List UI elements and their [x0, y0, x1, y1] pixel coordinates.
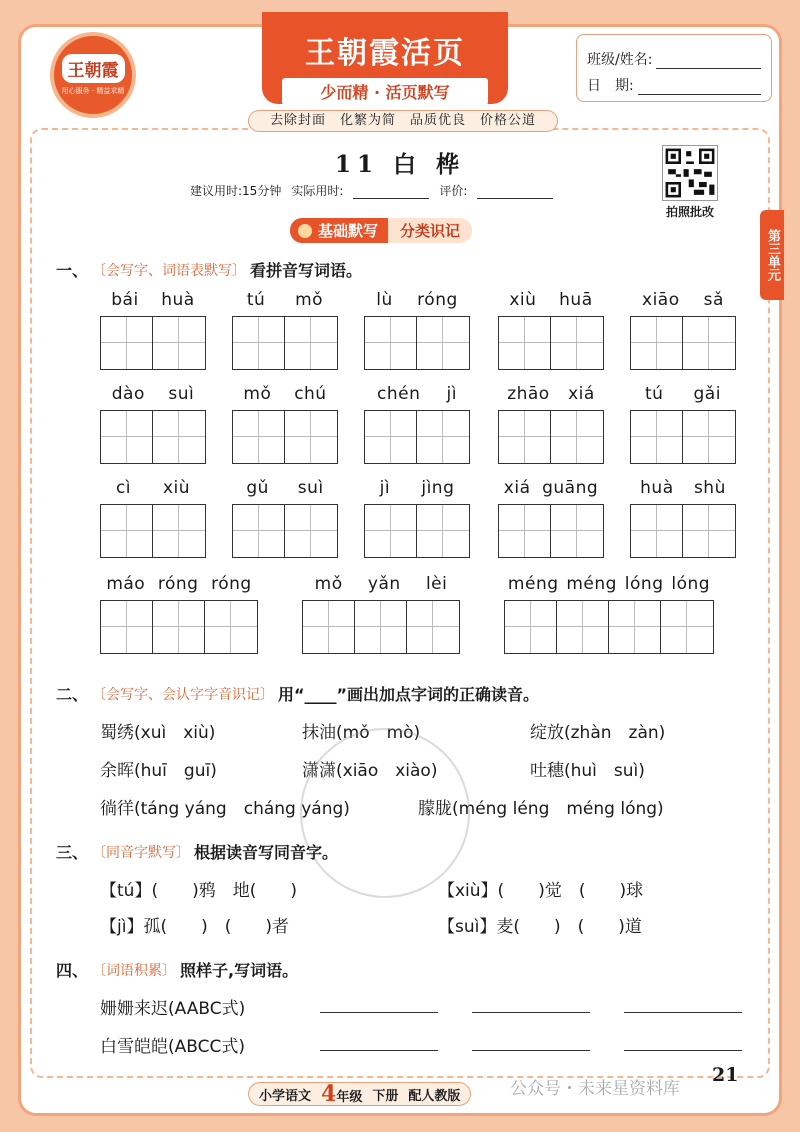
answer-line[interactable] — [624, 1012, 742, 1013]
pinyin-word — [100, 384, 206, 464]
pinyin-word — [630, 384, 736, 464]
pinyin-syllable: mǒ — [243, 384, 272, 404]
brand-slogan: 少而精 · 活页默写 — [282, 78, 488, 105]
character-boxes — [302, 600, 460, 654]
pinyin-syllable: xiá — [503, 478, 531, 498]
header-banner — [262, 12, 508, 104]
pinyin-syllable: yǎn — [367, 574, 401, 594]
pinyin-label — [630, 290, 736, 316]
section4-heading — [56, 958, 298, 981]
character-box[interactable] — [661, 601, 713, 653]
section4-tag: 〔词语积累〕 — [92, 962, 177, 979]
character-boxes — [498, 410, 604, 464]
pinyin-label — [364, 290, 470, 316]
section4-instruction: 照样子,写词语。 — [180, 961, 299, 980]
pinyin-syllable: sǎ — [703, 290, 724, 310]
character-box[interactable] — [557, 601, 609, 653]
word-example-aabc: 姗姗来迟(AABC式) — [100, 999, 246, 1019]
page-number: 21 — [712, 1064, 739, 1086]
character-box[interactable] — [153, 505, 205, 557]
character-box[interactable] — [233, 411, 285, 463]
pronunciation-item[interactable]: 潇潇(xiāo xiào) — [302, 761, 438, 781]
pronunciation-item[interactable]: 蜀绣(xuì xiù) — [100, 723, 216, 743]
character-box[interactable] — [551, 317, 603, 369]
answer-line[interactable] — [320, 1012, 438, 1013]
character-box[interactable] — [631, 505, 683, 557]
character-boxes — [232, 316, 338, 370]
pinyin-label — [232, 290, 338, 316]
tab-basic-dictation[interactable] — [290, 218, 388, 243]
character-box[interactable] — [407, 601, 459, 653]
section3-heading — [56, 840, 338, 863]
pinyin-word — [302, 574, 460, 654]
qr-code-icon[interactable] — [662, 145, 718, 201]
pinyin-syllable: lóng — [624, 574, 664, 594]
character-box[interactable] — [233, 317, 285, 369]
pinyin-word — [100, 478, 206, 558]
character-boxes — [364, 316, 470, 370]
pinyin-word — [498, 478, 604, 558]
pinyin-syllable: méng — [566, 574, 617, 594]
logo-text: 王朝霞 — [62, 54, 125, 83]
pinyin-syllable: lù — [376, 290, 393, 310]
footer-edition: 配人教版 — [408, 1088, 461, 1104]
character-boxes — [630, 410, 736, 464]
class-name-blank[interactable] — [656, 53, 761, 69]
section2-heading — [56, 682, 539, 705]
medal-icon — [298, 224, 312, 238]
pinyin-word — [232, 478, 338, 558]
class-name-line[interactable] — [587, 43, 761, 69]
homophone-item[interactable]: 【tú】( )鸦 地( ) — [100, 881, 297, 901]
watermark-stamp — [300, 728, 470, 898]
character-box[interactable] — [365, 411, 417, 463]
pinyin-word — [498, 290, 604, 370]
watermark-text: 公众号・未来星资料库 — [510, 1079, 680, 1099]
character-boxes — [504, 600, 714, 654]
qr-label: 拍照批改 — [665, 205, 714, 219]
pinyin-syllable: jì — [379, 478, 391, 498]
pinyin-label — [364, 384, 470, 410]
character-box[interactable] — [417, 317, 469, 369]
character-box[interactable] — [609, 601, 661, 653]
pronunciation-item[interactable]: 抹油(mǒ mò) — [302, 723, 421, 743]
pinyin-syllable: máo — [106, 574, 146, 594]
pinyin-syllable: xiāo — [642, 290, 680, 310]
character-boxes — [100, 600, 258, 654]
student-info-box — [576, 34, 772, 102]
section1-number: 一、 — [56, 261, 89, 280]
character-box[interactable] — [551, 505, 603, 557]
pinyin-label — [100, 574, 258, 600]
pinyin-syllable: méng — [507, 574, 559, 594]
pinyin-word — [630, 290, 736, 370]
character-box[interactable] — [417, 505, 469, 557]
pinyin-label — [504, 574, 714, 600]
character-box[interactable] — [631, 317, 683, 369]
character-boxes — [100, 410, 206, 464]
pinyin-syllable: suì — [168, 384, 195, 404]
homophone-item[interactable]: 【xiù】( )觉 ( )球 — [438, 881, 644, 901]
character-box[interactable] — [631, 411, 683, 463]
pinyin-syllable: suì — [297, 478, 324, 498]
pinyin-label — [100, 478, 206, 504]
pinyin-syllable: xiù — [509, 290, 537, 310]
pronunciation-item[interactable]: 徜徉(táng yáng cháng yáng) — [100, 799, 350, 819]
pinyin-word — [100, 290, 206, 370]
footer-bar — [248, 1082, 471, 1106]
section2-instruction: 用“____”画出加点字词的正确读音。 — [278, 685, 540, 704]
section-tabs — [290, 218, 472, 243]
homophone-item[interactable]: 【jì】孤( ) ( )者 — [100, 917, 289, 937]
character-box[interactable] — [101, 505, 153, 557]
character-box[interactable] — [153, 411, 205, 463]
character-boxes — [630, 504, 736, 558]
character-boxes — [630, 316, 736, 370]
character-box[interactable] — [101, 601, 153, 653]
pinyin-syllable: guāng — [542, 478, 599, 498]
character-boxes — [232, 410, 338, 464]
pinyin-label — [232, 478, 338, 504]
character-box[interactable] — [499, 505, 551, 557]
brand-title: 王朝霞活页 — [305, 36, 465, 71]
character-box[interactable] — [355, 601, 407, 653]
character-boxes — [100, 316, 206, 370]
publisher-logo — [50, 32, 136, 118]
character-box[interactable] — [285, 411, 337, 463]
pinyin-syllable: róng — [417, 290, 458, 310]
character-box[interactable] — [683, 317, 735, 369]
pinyin-syllable: huà — [640, 478, 674, 498]
character-box[interactable] — [285, 317, 337, 369]
character-box[interactable] — [499, 411, 551, 463]
pinyin-syllable: chú — [294, 384, 327, 404]
answer-line[interactable] — [472, 1012, 590, 1013]
character-box[interactable] — [365, 317, 417, 369]
pinyin-syllable: mǒ — [314, 574, 343, 594]
pinyin-syllable: huā — [559, 290, 593, 310]
pinyin-syllable: cì — [115, 478, 132, 498]
character-box[interactable] — [101, 317, 153, 369]
pinyin-label — [232, 384, 338, 410]
answer-line[interactable] — [472, 1050, 590, 1051]
character-boxes — [364, 504, 470, 558]
pinyin-syllable: tú — [246, 290, 266, 310]
pinyin-syllable: shù — [693, 478, 726, 498]
character-box[interactable] — [683, 505, 735, 557]
logo-subtext: 用心服务 · 精益求精 — [61, 87, 125, 95]
character-box[interactable] — [417, 411, 469, 463]
pinyin-syllable: mǒ — [295, 290, 324, 310]
rating-label: 评价: — [439, 184, 468, 198]
character-boxes — [498, 316, 604, 370]
pinyin-syllable: jìng — [421, 478, 455, 498]
pinyin-syllable: dào — [111, 384, 145, 404]
character-box[interactable] — [551, 411, 603, 463]
character-boxes — [232, 504, 338, 558]
pinyin-label — [498, 384, 604, 410]
pinyin-syllable: bái — [111, 290, 139, 310]
section3-number: 三、 — [56, 843, 89, 862]
character-box[interactable] — [683, 411, 735, 463]
section2-tag: 〔会写字、会认字字音识记〕 — [92, 686, 275, 703]
unit-tab: 第三单元 — [760, 210, 784, 300]
pinyin-syllable: lèi — [425, 574, 448, 594]
footer-volume: 下册 — [372, 1088, 399, 1104]
pinyin-word — [232, 384, 338, 464]
character-box[interactable] — [303, 601, 355, 653]
pinyin-word — [364, 478, 470, 558]
suggested-time: 建议用时:15分钟 — [190, 184, 282, 198]
pinyin-label — [302, 574, 460, 600]
character-box[interactable] — [153, 601, 205, 653]
footer-grade-number: 4 — [321, 1081, 337, 1107]
footer-subject: 小学语文 — [259, 1088, 312, 1104]
date-blank[interactable] — [638, 79, 761, 95]
motto-bar: 去除封面 化繁为简 品质优良 价格公道 — [248, 110, 558, 132]
character-boxes — [364, 410, 470, 464]
pronunciation-item[interactable]: 余晖(huī guī) — [100, 761, 217, 781]
pinyin-syllable: lóng — [671, 574, 711, 594]
pinyin-label — [630, 478, 736, 504]
character-boxes — [100, 504, 206, 558]
section1-heading — [56, 258, 362, 281]
section3-instruction: 根据读音写同音字。 — [194, 843, 339, 862]
answer-line[interactable] — [624, 1050, 742, 1051]
character-box[interactable] — [505, 601, 557, 653]
character-box[interactable] — [285, 505, 337, 557]
pinyin-label — [498, 478, 604, 504]
pronunciation-item[interactable]: 朦胧(méng léng méng lóng) — [418, 799, 664, 819]
pinyin-label — [498, 290, 604, 316]
section2-number: 二、 — [56, 685, 89, 704]
word-example-abcc: 白雪皑皑(ABCC式) — [100, 1037, 245, 1057]
character-boxes — [498, 504, 604, 558]
pinyin-word — [100, 574, 258, 654]
character-box[interactable] — [205, 601, 257, 653]
tab-classified-memory[interactable]: 分类识记 — [388, 218, 472, 243]
homophone-item[interactable]: 【suì】麦( ) ( )道 — [438, 917, 642, 937]
pinyin-word — [232, 290, 338, 370]
pinyin-label — [630, 384, 736, 410]
pinyin-label — [100, 290, 206, 316]
rating-blank[interactable] — [477, 187, 553, 199]
character-box[interactable] — [365, 505, 417, 557]
section1-tag: 〔会写字、词语表默写〕 — [92, 262, 247, 279]
pinyin-syllable: xiá — [568, 384, 595, 404]
date-line[interactable] — [587, 69, 761, 95]
tab-basic-dictation-label: 基础默写 — [318, 222, 379, 240]
timing-row — [190, 182, 553, 199]
answer-line[interactable] — [320, 1050, 438, 1051]
pronunciation-item[interactable]: 绽放(zhàn zàn) — [530, 723, 666, 743]
pinyin-word — [364, 290, 470, 370]
pronunciation-item[interactable]: 吐穗(huì suì) — [530, 761, 645, 781]
actual-time-label: 实际用时: — [291, 184, 344, 198]
pinyin-syllable: róng — [211, 574, 252, 594]
character-box[interactable] — [153, 317, 205, 369]
section1-instruction: 看拼音写词语。 — [250, 261, 363, 280]
class-name-label: 班级/姓名: — [587, 52, 653, 68]
pinyin-syllable: gǎi — [693, 384, 721, 404]
pinyin-syllable: jì — [446, 384, 457, 404]
pinyin-word — [498, 384, 604, 464]
date-label: 日 期: — [587, 78, 634, 94]
character-box[interactable] — [233, 505, 285, 557]
character-box[interactable] — [101, 411, 153, 463]
pinyin-syllable: gǔ — [246, 478, 269, 498]
footer-grade: 年级 — [336, 1090, 363, 1105]
pinyin-label — [364, 478, 470, 504]
pinyin-word — [504, 574, 714, 654]
pinyin-syllable: zhāo — [507, 384, 550, 404]
character-box[interactable] — [499, 317, 551, 369]
section4-number: 四、 — [56, 961, 89, 980]
pinyin-syllable: xiù — [162, 478, 191, 498]
pinyin-syllable: tú — [645, 384, 664, 404]
pinyin-syllable: chén — [377, 384, 421, 404]
pinyin-syllable: róng — [157, 574, 199, 594]
pinyin-word — [364, 384, 470, 464]
pinyin-label — [100, 384, 206, 410]
section3-tag: 〔同音字默写〕 — [92, 844, 191, 861]
pinyin-syllable: huà — [161, 290, 195, 310]
actual-time-blank[interactable] — [353, 187, 429, 199]
lesson-title: 11 白 桦 — [334, 151, 466, 178]
pinyin-word — [630, 478, 736, 558]
